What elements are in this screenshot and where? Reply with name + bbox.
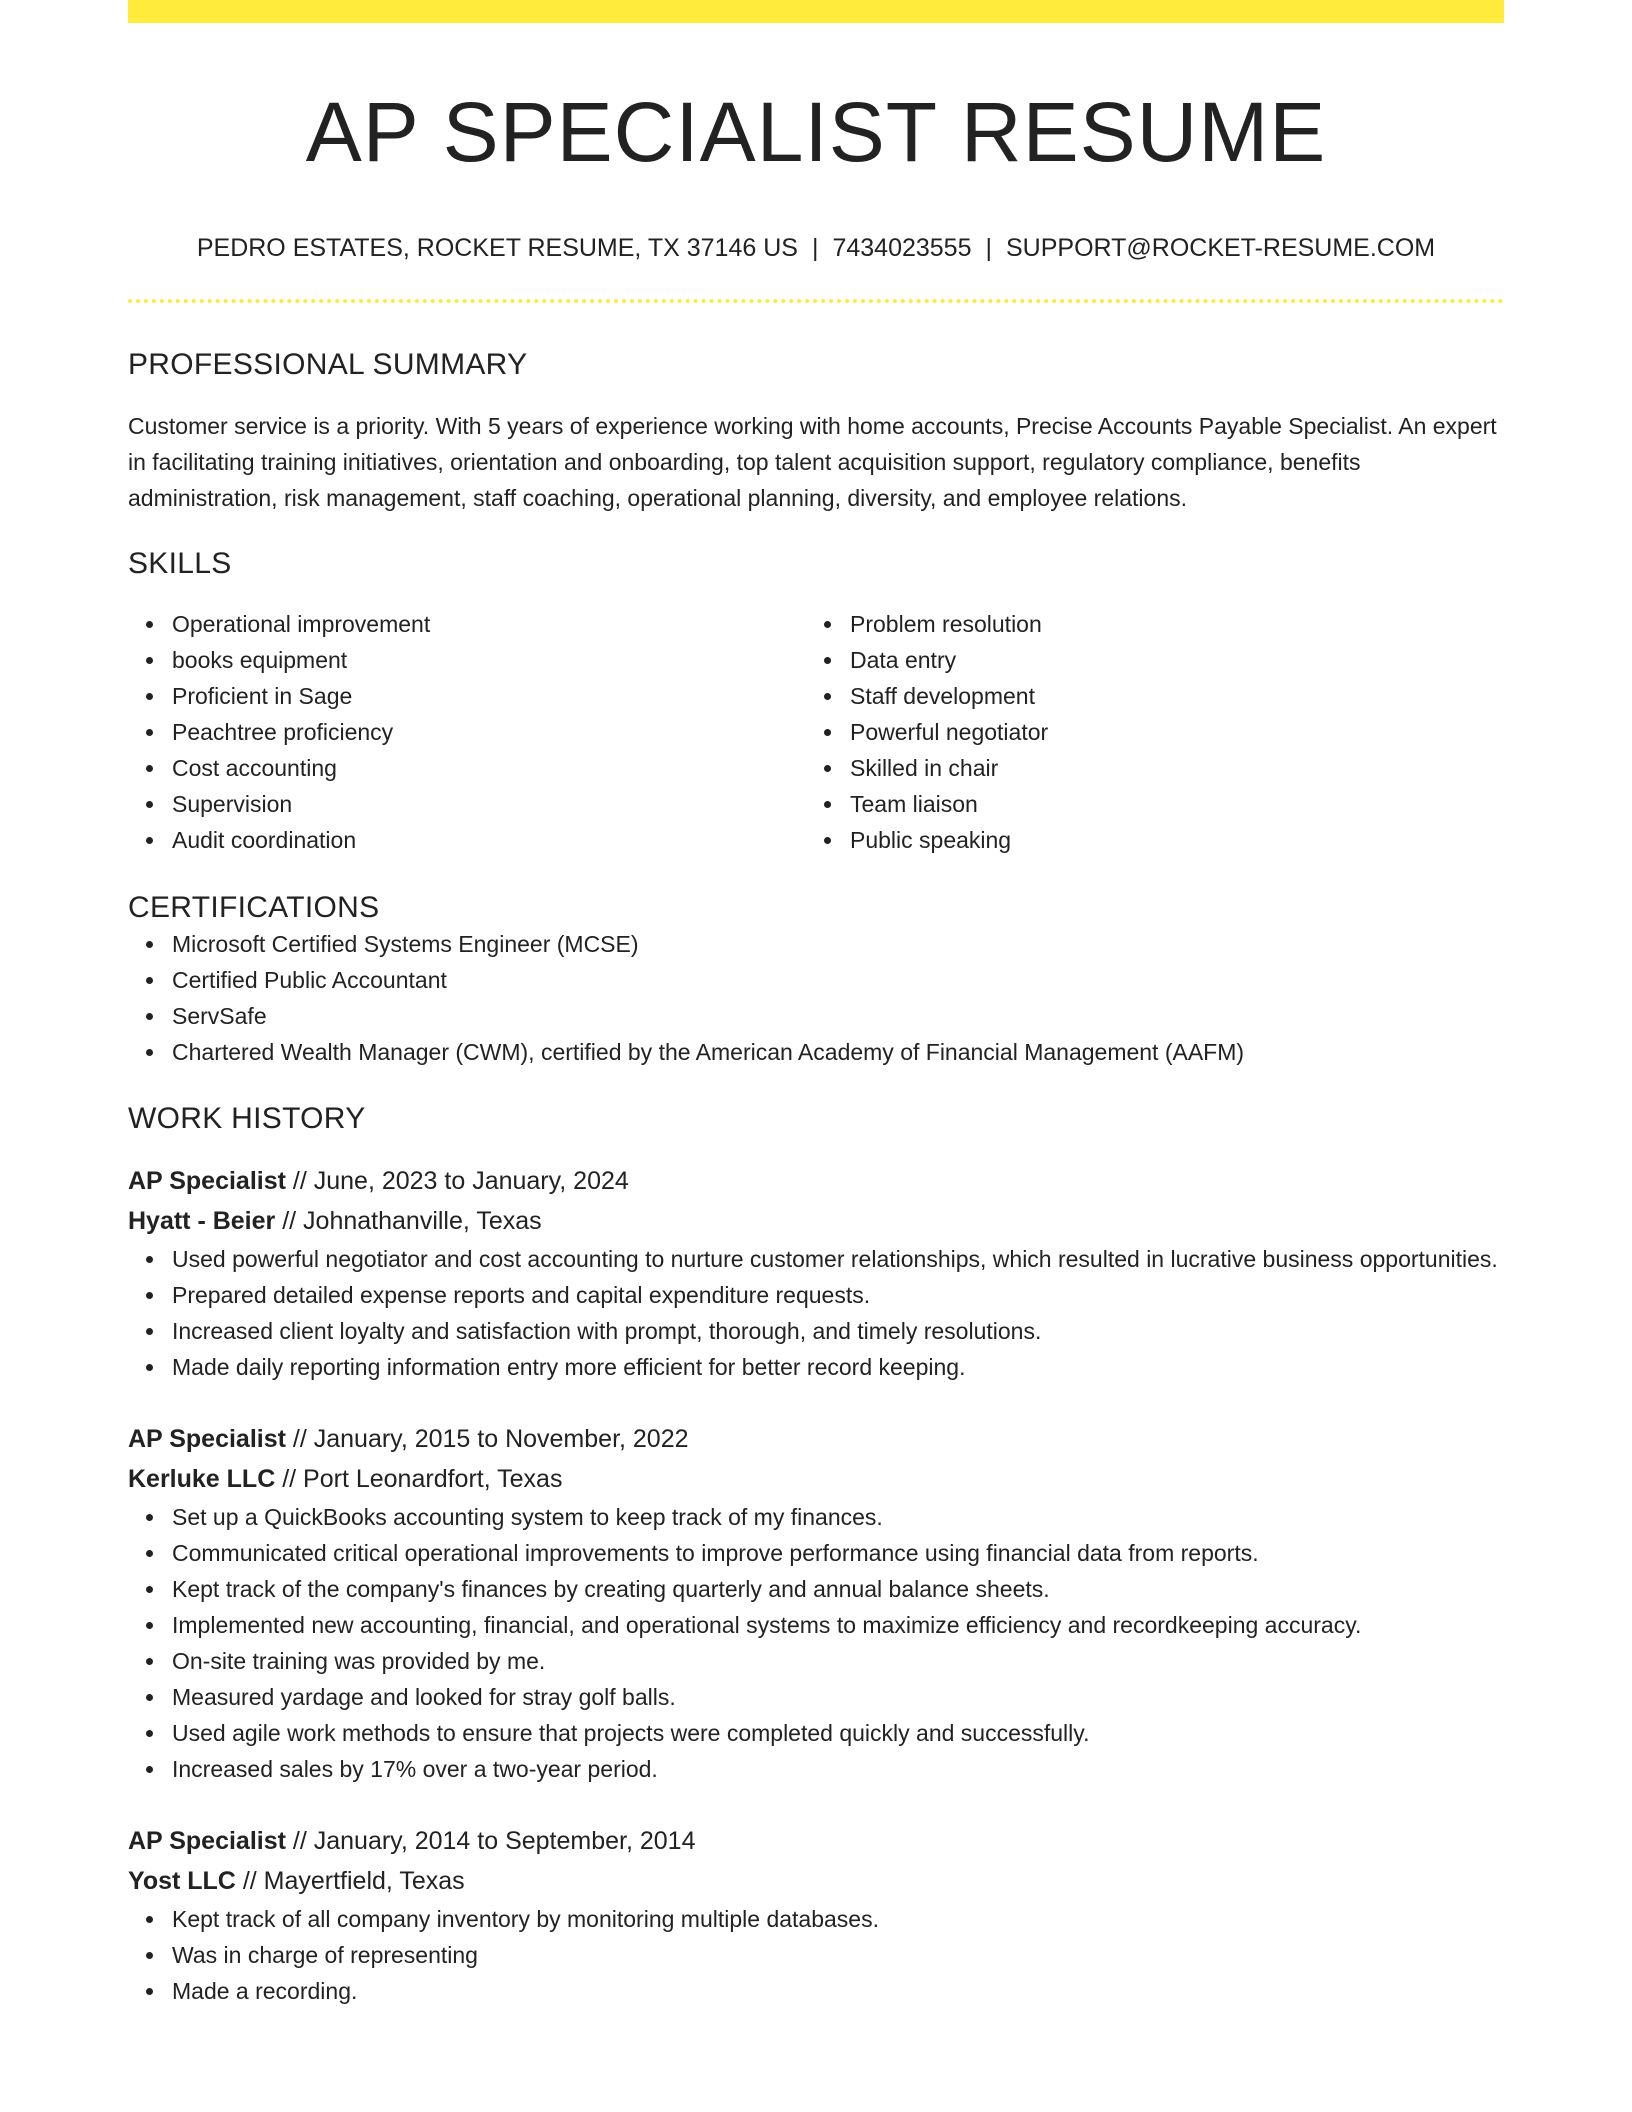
skill-item: Operational improvement [172, 606, 806, 642]
job-bullet: Communicated critical operational improvements to improve performance using financial data from reports. [172, 1535, 1504, 1571]
job-bullet: On-site training was provided by me. [172, 1643, 1504, 1679]
job-company-line [128, 1201, 1504, 1241]
job-company: Yost LLC [128, 1867, 236, 1895]
job-bullet: Made daily reporting information entry more efficient for better record keeping. [172, 1349, 1504, 1385]
job-entry [128, 1821, 1504, 2009]
contact-phone: 7434023555 [832, 234, 972, 262]
job-company-line [128, 1861, 1504, 1901]
skills-list-left [128, 606, 806, 858]
job-role: AP Specialist [128, 1167, 286, 1195]
job-location: // Port Leonardfort, Texas [275, 1465, 563, 1493]
certifications-section [128, 890, 1504, 1070]
job-bullet: Measured yardage and looked for stray golf balls. [172, 1679, 1504, 1715]
skill-item: Problem resolution [850, 606, 1484, 642]
summary-text: Customer service is a priority. With 5 years of experience working with home accounts, Precise Accounts Payable Specialist. An expert in facilitating training initiatives, orientation and onboarding, top talent acquisition support, regulatory compliance, benefits administration, risk management, staff coaching, operational planning, diversity, and employee relations. [128, 413, 1497, 511]
job-role: AP Specialist [128, 1827, 286, 1855]
skill-item: Data entry [850, 642, 1484, 678]
skills-grid [128, 606, 1504, 858]
job-dates: // January, 2014 to September, 2014 [285, 1827, 696, 1855]
work-history-section [128, 1101, 1504, 2009]
work-history-heading: WORK HISTORY [128, 1102, 366, 1135]
skill-item: Public speaking [850, 822, 1484, 858]
job-company-line [128, 1459, 1504, 1499]
job-bullet: Set up a QuickBooks accounting system to keep track of my finances. [172, 1499, 1504, 1535]
job-bullet: Kept track of all company inventory by monitoring multiple databases. [172, 1901, 1504, 1937]
certification-item: Microsoft Certified Systems Engineer (MCSE) [172, 926, 1504, 962]
job-title-line [128, 1419, 1504, 1459]
dotted-divider [128, 299, 1504, 303]
job-role: AP Specialist [128, 1425, 286, 1453]
certification-item: ServSafe [172, 998, 1504, 1034]
job-bullet: Made a recording. [172, 1973, 1504, 2009]
skills-heading: SKILLS [128, 547, 232, 580]
job-title-line [128, 1821, 1504, 1861]
skill-item: Proficient in Sage [172, 678, 806, 714]
resume-page [128, 0, 1504, 2009]
skill-item: Peachtree proficiency [172, 714, 806, 750]
skill-item: Skilled in chair [850, 750, 1484, 786]
job-bullet-list [128, 1901, 1504, 2009]
job-bullet: Was in charge of representing [172, 1937, 1504, 1973]
job-bullet-list [128, 1499, 1504, 1787]
skill-item: Staff development [850, 678, 1484, 714]
skill-item: Supervision [172, 786, 806, 822]
skills-list-right [806, 606, 1484, 858]
job-bullet: Implemented new accounting, financial, and operational systems to maximize efficiency and recordkeeping accuracy. [172, 1607, 1504, 1643]
job-bullet: Used powerful negotiator and cost accounting to nurture customer relationships, which resulted in lucrative business opportunities. [172, 1241, 1504, 1277]
job-bullet: Prepared detailed expense reports and capital expenditure requests. [172, 1277, 1504, 1313]
skill-item: books equipment [172, 642, 806, 678]
contact-line [128, 232, 1504, 264]
job-bullet: Used agile work methods to ensure that projects were completed quickly and successfully. [172, 1715, 1504, 1751]
job-dates: // June, 2023 to January, 2024 [285, 1167, 629, 1195]
job-title-line [128, 1161, 1504, 1201]
skill-item: Powerful negotiator [850, 714, 1484, 750]
skills-section [128, 546, 1504, 858]
contact-address: PEDRO ESTATES, ROCKET RESUME, TX 37146 US [196, 234, 798, 262]
job-company: Kerluke LLC [128, 1465, 276, 1493]
skill-item: Audit coordination [172, 822, 806, 858]
job-bullet: Increased client loyalty and satisfaction with prompt, thorough, and timely resolutions. [172, 1313, 1504, 1349]
summary-heading: PROFESSIONAL SUMMARY [128, 348, 528, 381]
skill-item: Team liaison [850, 786, 1484, 822]
resume-title: AP SPECIALIST RESUME [305, 85, 1327, 179]
job-location: // Mayertfield, Texas [235, 1867, 465, 1895]
job-location: // Johnathanville, Texas [275, 1207, 542, 1235]
job-bullet: Increased sales by 17% over a two-year period. [172, 1751, 1504, 1787]
skills-column-right [806, 606, 1484, 858]
skill-item: Cost accounting [172, 750, 806, 786]
job-bullet-list [128, 1241, 1504, 1385]
job-entry [128, 1419, 1504, 1787]
certifications-heading: CERTIFICATIONS [128, 891, 380, 924]
job-entry [128, 1161, 1504, 1385]
job-company: Hyatt - Beier [128, 1207, 276, 1235]
certifications-list [128, 926, 1504, 1070]
job-dates: // January, 2015 to November, 2022 [285, 1425, 689, 1453]
certification-item: Chartered Wealth Manager (CWM), certified by the American Academy of Financial Management (AAFM) [172, 1034, 1504, 1070]
contact-separator: | [985, 234, 992, 262]
summary-section [128, 347, 1504, 516]
contact-separator: | [811, 234, 819, 262]
skills-column-left [128, 606, 806, 858]
job-bullet: Kept track of the company's finances by creating quarterly and annual balance sheets. [172, 1571, 1504, 1607]
certification-item: Certified Public Accountant [172, 962, 1504, 998]
contact-email: SUPPORT@ROCKET-RESUME.COM [1006, 234, 1436, 262]
